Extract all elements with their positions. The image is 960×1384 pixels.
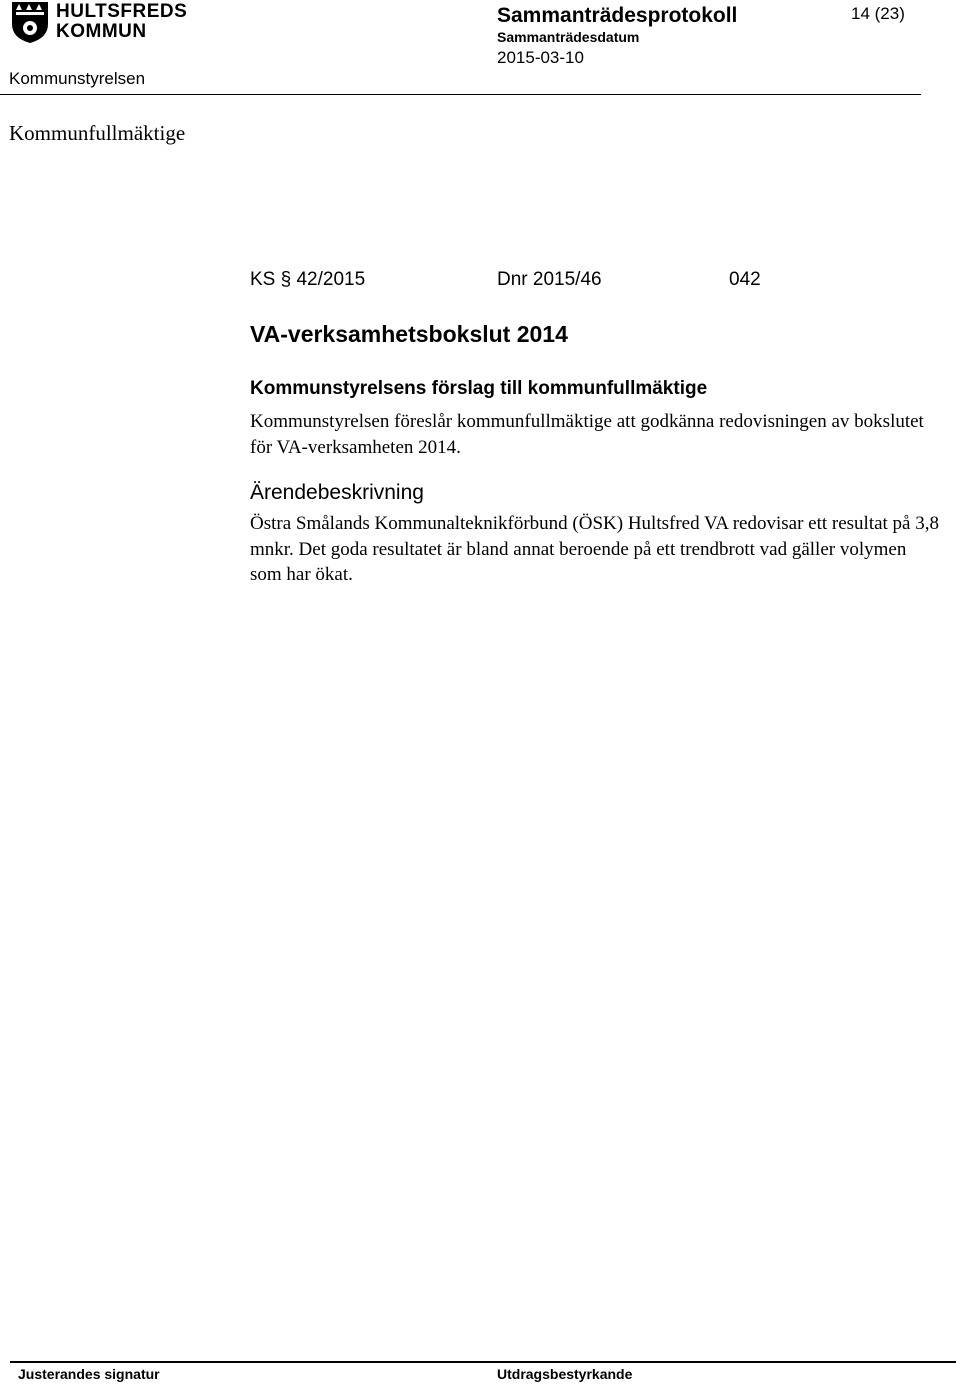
- municipality-logo: [10, 0, 188, 44]
- case-diary-number: Dnr 2015/46: [497, 269, 602, 290]
- organ-name: Kommunstyrelsen: [9, 69, 146, 88]
- meeting-date: 2015-03-10: [497, 48, 584, 67]
- description-text: Östra Smålands Kommunalteknikförbund (ÖSK) Hultsfred VA redovisar ett resultat på 3,8 mnkr. Det goda resultatet är bland annat beroende på ett trendbrott vad gäller volymen som har ökat.: [250, 513, 939, 585]
- recipient: Kommunfullmäktige: [9, 121, 186, 145]
- description-heading: Ärendebeskrivning: [250, 481, 424, 504]
- logo-line-2: KOMMUN: [56, 21, 147, 42]
- footer-divider: [10, 1361, 956, 1363]
- case-paragraph-number: KS § 42/2015: [250, 269, 366, 290]
- header-divider: [0, 94, 921, 95]
- case-subject: VA-verksamhetsbokslut 2014: [250, 321, 568, 347]
- proposal-heading: Kommunstyrelsens förslag till kommunfullmäktige: [250, 378, 708, 399]
- coat-of-arms-icon: [10, 0, 50, 44]
- extract-certification-label: Utdragsbestyrkande: [497, 1366, 633, 1382]
- proposal-text: Kommunstyrelsen föreslår kommunfullmäktige att godkänna redovisningen av bokslutet för VA-verksamheten 2014.: [250, 411, 924, 458]
- signature-label: Justerandes signatur: [18, 1366, 160, 1382]
- logo-line-1: HULTSFREDS: [56, 1, 188, 22]
- page-number: 14 (23): [851, 4, 905, 23]
- meeting-date-label: Sammanträdesdatum: [497, 29, 640, 45]
- case-code: 042: [729, 269, 761, 290]
- document-title: Sammanträdesprotokoll: [497, 4, 738, 27]
